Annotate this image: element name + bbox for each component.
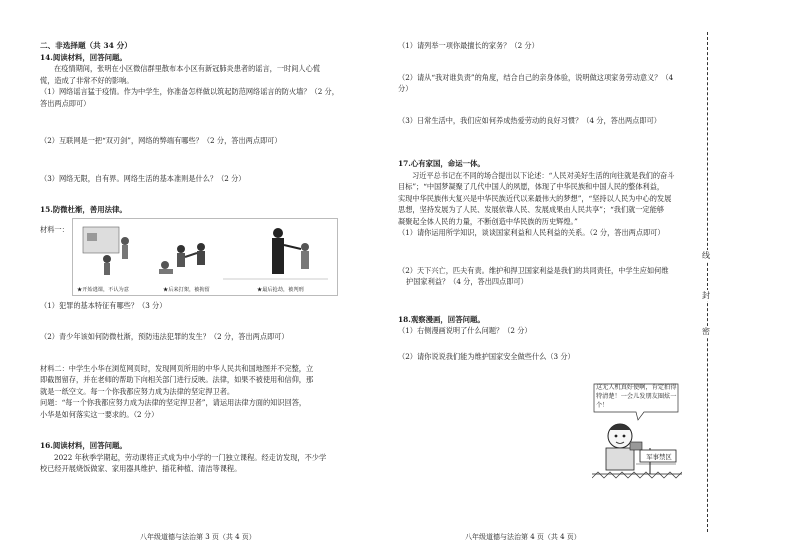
q15-question-line: 问题：“每一个你我都应努力成为法律的坚定捍卫者”，请运用法律方面的知识回答， [40,398,307,407]
q17-sub2-cont: 护国家利益？（4 分，答出四点即可） [406,277,528,286]
q17-material-line: 思想，坚持发展为了人民、发展依靠人民、发展成果由人民共享”；“我们就一定能够 [398,205,665,214]
comic-caption-2: ★后来打架，被拘留 [163,286,210,293]
q16-material-line: 校已经开展烧饭做家、家用器具维护、插花种植、清洁等课程。 [40,464,242,473]
q15-material2-line: 材料二：中学生小华在浏览网页时，发现网页所用的中华人民共和国地图并不完整，立 [40,363,314,373]
q17-material-line: 凝聚起全体人民的力量，不断创造中华民族的历史辉煌。” [398,216,578,226]
q16-sub1: （1）请列举一项你最擅长的家务？（2 分） [398,41,539,50]
q16-title: 16.阅读材料，回答问题。 [40,441,127,450]
q16-material-line: 2022 年秋季学期起，劳动课将正式成为中小学的一门独立课程。经走访发现，不少学 [54,452,327,462]
q14-sub3: （3）网络无限，自有界。网络生活的基本准则是什么？（2 分） [40,173,246,183]
right-page-footer: 八年级道德与法治第 4 页（共 4 页） [465,533,581,541]
q14-sub2: （2）互联网是一把“双刃剑”，网络的弊端有哪些？（2 分，答出两点即可） [40,136,282,145]
q16-sub2: （2）请从“我对谁负责”的角度，结合自己的亲身体验，说明做这项家务劳动意义？（4 [398,72,674,82]
margin-char-line: 线 [702,251,710,260]
q14-sub1: （1）网络谣言猛于疫情。作为中学生，你准备怎样做以筑起防范网络谣言的防火墙？（2 分， [40,87,339,96]
q15-question-line: 小华是如何落实这一要求的。（2 分） [40,409,159,419]
military-zone-sign: 军事禁区 [646,453,672,461]
drone-cartoon [592,382,682,494]
q14-sub1-cont: 答出两点即可） [40,98,91,108]
q15-material2-line: 即截图留存，并在老师的帮助下向相关部门进行反映。法律，如果不被使用和信仰，那 [40,375,314,384]
q15-sub1: （1）犯罪的基本特征有哪些？（3 分） [40,300,167,310]
q17-material-line: 习近平总书记在不同的场合提出以下论述：“人民对美好生活的向往就是我们的奋斗 [412,170,675,180]
cartoon-speech-bubble: 这无人机真好使啊，肯定拍得特清楚！一会儿发朋友圈炫一个！ [596,384,677,409]
q14-material-line: 在疫情期间，张明在小区微信群里散布本小区有新冠肺炎患者的谣言，一时间人心慌 [54,64,320,73]
comic-caption-1: ★开始逃课，不认为意 [77,286,129,293]
q17-sub2: （2）天下兴亡，匹夫有责。维护和捍卫国家利益是我们的共同责任，中学生应如何维 [398,265,669,275]
section-title: 二、非选择题（共 34 分） [40,41,132,50]
q17-material-line: 目标”；“中国梦凝聚了几代中国人的夙愿，体现了中华民族和中国人民的整体利益， [398,182,665,191]
q16-sub3: （3）日常生活中，我们应如何养成热爱劳动的良好习惯？（4 分，答出两点即可） [398,115,661,125]
q17-material-line: 实现中华民族伟大复兴是中华民族近代以来最伟大的梦想”，“坚持以人民为中心的发展 [398,193,672,203]
q14-material-line: 慌，造成了非常不好的影响。 [40,75,134,85]
q18-sub2: （2）请你说说我们能为维护国家安全做些什么（3 分） [398,351,575,361]
q14-title: 14.阅读材料，回答问题。 [40,52,127,62]
left-page-footer: 八年级道德与法治第 3 页（共 4 页） [140,533,256,541]
comic-strip [72,218,338,296]
q18-sub1: （1）右侧漫画说明了什么问题？（2 分） [398,326,532,335]
q15-sub2: （2）青少年该如何防微杜渐，预防违法犯罪的发生？（2 分，答出两点即可） [40,332,289,341]
q15-material2-line: 就是一纸空文。每一个你我都应努力成为法律的坚定捍卫者。 [40,386,235,396]
binding-dashed-line [707,32,708,532]
q17-title: 17.心有家国，命运一体。 [398,159,485,168]
margin-char-seal: 封 [702,291,710,300]
left-page [0,0,395,558]
q16-sub2-cont: 分） [398,84,413,93]
material1-label: 材料一： [40,224,69,234]
q17-sub1: （1）请你运用所学知识，谈谈国家利益和人民利益的关系。（2 分，答出两点即可） [398,228,665,237]
margin-char-secret: 密 [702,327,710,336]
q15-title: 15.防微杜渐，善用法律。 [40,205,127,214]
comic-caption-3: ★最后抢劫，被判刑 [257,286,304,293]
q18-title: 18.观察漫画，回答问题。 [398,314,485,324]
comic-illustration [73,219,337,285]
